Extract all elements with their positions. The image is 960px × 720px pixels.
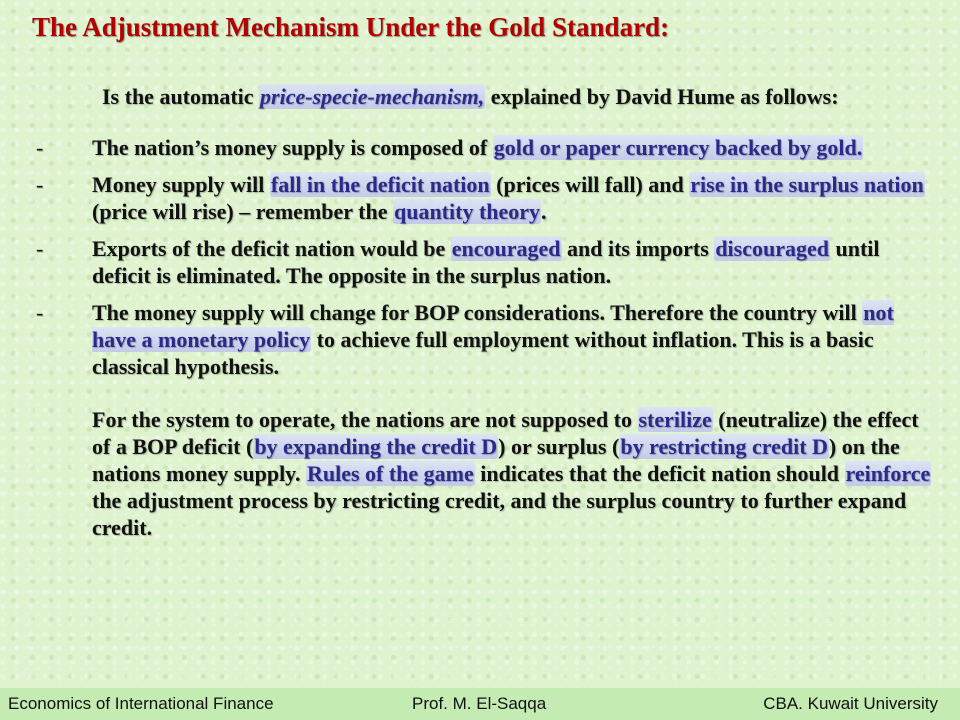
bullet-text — [92, 134, 940, 161]
bullet-text — [92, 299, 940, 380]
bullet-item — [30, 299, 940, 380]
footer-bar — [0, 688, 960, 720]
footer-author: Prof. M. El-Saqqa — [412, 694, 547, 713]
bullet-item — [30, 171, 940, 225]
highlighted-term: Rules of the game — [306, 461, 474, 486]
highlighted-term: by expanding the credit D — [254, 434, 498, 459]
highlighted-term: fall in the deficit nation — [270, 172, 490, 197]
text-run: ) or surplus ( — [498, 434, 620, 459]
text-run: The nation’s money supply is composed of — [92, 135, 493, 160]
highlighted-term: encouraged — [451, 236, 561, 261]
bullet-text — [92, 171, 940, 225]
highlighted-term: rise in the surplus nation — [690, 172, 924, 197]
text-run: ) on the nations money supply. — [92, 434, 900, 486]
text-run: For the system to operate, the nations are not supposed to — [92, 407, 638, 432]
footer-institution: CBA. Kuwait University — [763, 694, 938, 713]
text-run: to achieve full employment without inflation. This is a basic classical hypothesis. — [92, 327, 874, 379]
text-run: . — [541, 199, 547, 224]
highlighted-term: reinforce — [845, 461, 931, 486]
text-run: the adjustment process by restricting credit, and the surplus country to further expand credit. — [92, 488, 907, 540]
text-run: until deficit is eliminated. The opposite in the surplus nation. — [92, 236, 880, 288]
bullet-marker: - — [36, 135, 44, 160]
bullet-item — [30, 235, 940, 289]
highlighted-term: sterilize — [638, 407, 712, 432]
text-run: and its imports — [561, 236, 715, 261]
highlighted-term: quantity theory — [393, 199, 541, 224]
bullet-list — [30, 134, 940, 380]
highlighted-term: by restricting credit D — [620, 434, 828, 459]
slide-body — [30, 83, 940, 541]
intro-term: price-specie-mechanism, — [260, 84, 485, 109]
text-run: Money supply will — [92, 172, 270, 197]
text-run: (price will rise) – remember the — [92, 199, 393, 224]
footer-course: Economics of International Finance — [8, 694, 274, 713]
bullet-marker: - — [36, 300, 44, 325]
text-run: The money supply will change for BOP considerations. Therefore the country will — [92, 300, 863, 325]
highlighted-term: not have a monetary policy — [92, 300, 894, 352]
bullet-text — [92, 235, 940, 289]
closing-paragraph — [92, 406, 940, 541]
bullet-item — [30, 134, 940, 161]
intro-paragraph — [94, 83, 940, 110]
text-run: (prices will fall) and — [490, 172, 690, 197]
highlighted-term: gold or paper currency backed by gold. — [493, 135, 863, 160]
bullet-marker: - — [36, 236, 44, 261]
intro-pre: Is the automatic — [102, 84, 260, 109]
slide-title: The Adjustment Mechanism Under the Gold Standard: — [32, 12, 670, 42]
text-run: indicates that the deficit nation should — [474, 461, 845, 486]
highlighted-term: discouraged — [715, 236, 829, 261]
intro-post: explained by David Hume as follows: — [485, 84, 839, 109]
text-run: (neutralize) the effect of a BOP deficit ( — [92, 407, 919, 459]
text-run: Exports of the deficit nation would be — [92, 236, 451, 261]
bullet-marker: - — [36, 172, 44, 197]
